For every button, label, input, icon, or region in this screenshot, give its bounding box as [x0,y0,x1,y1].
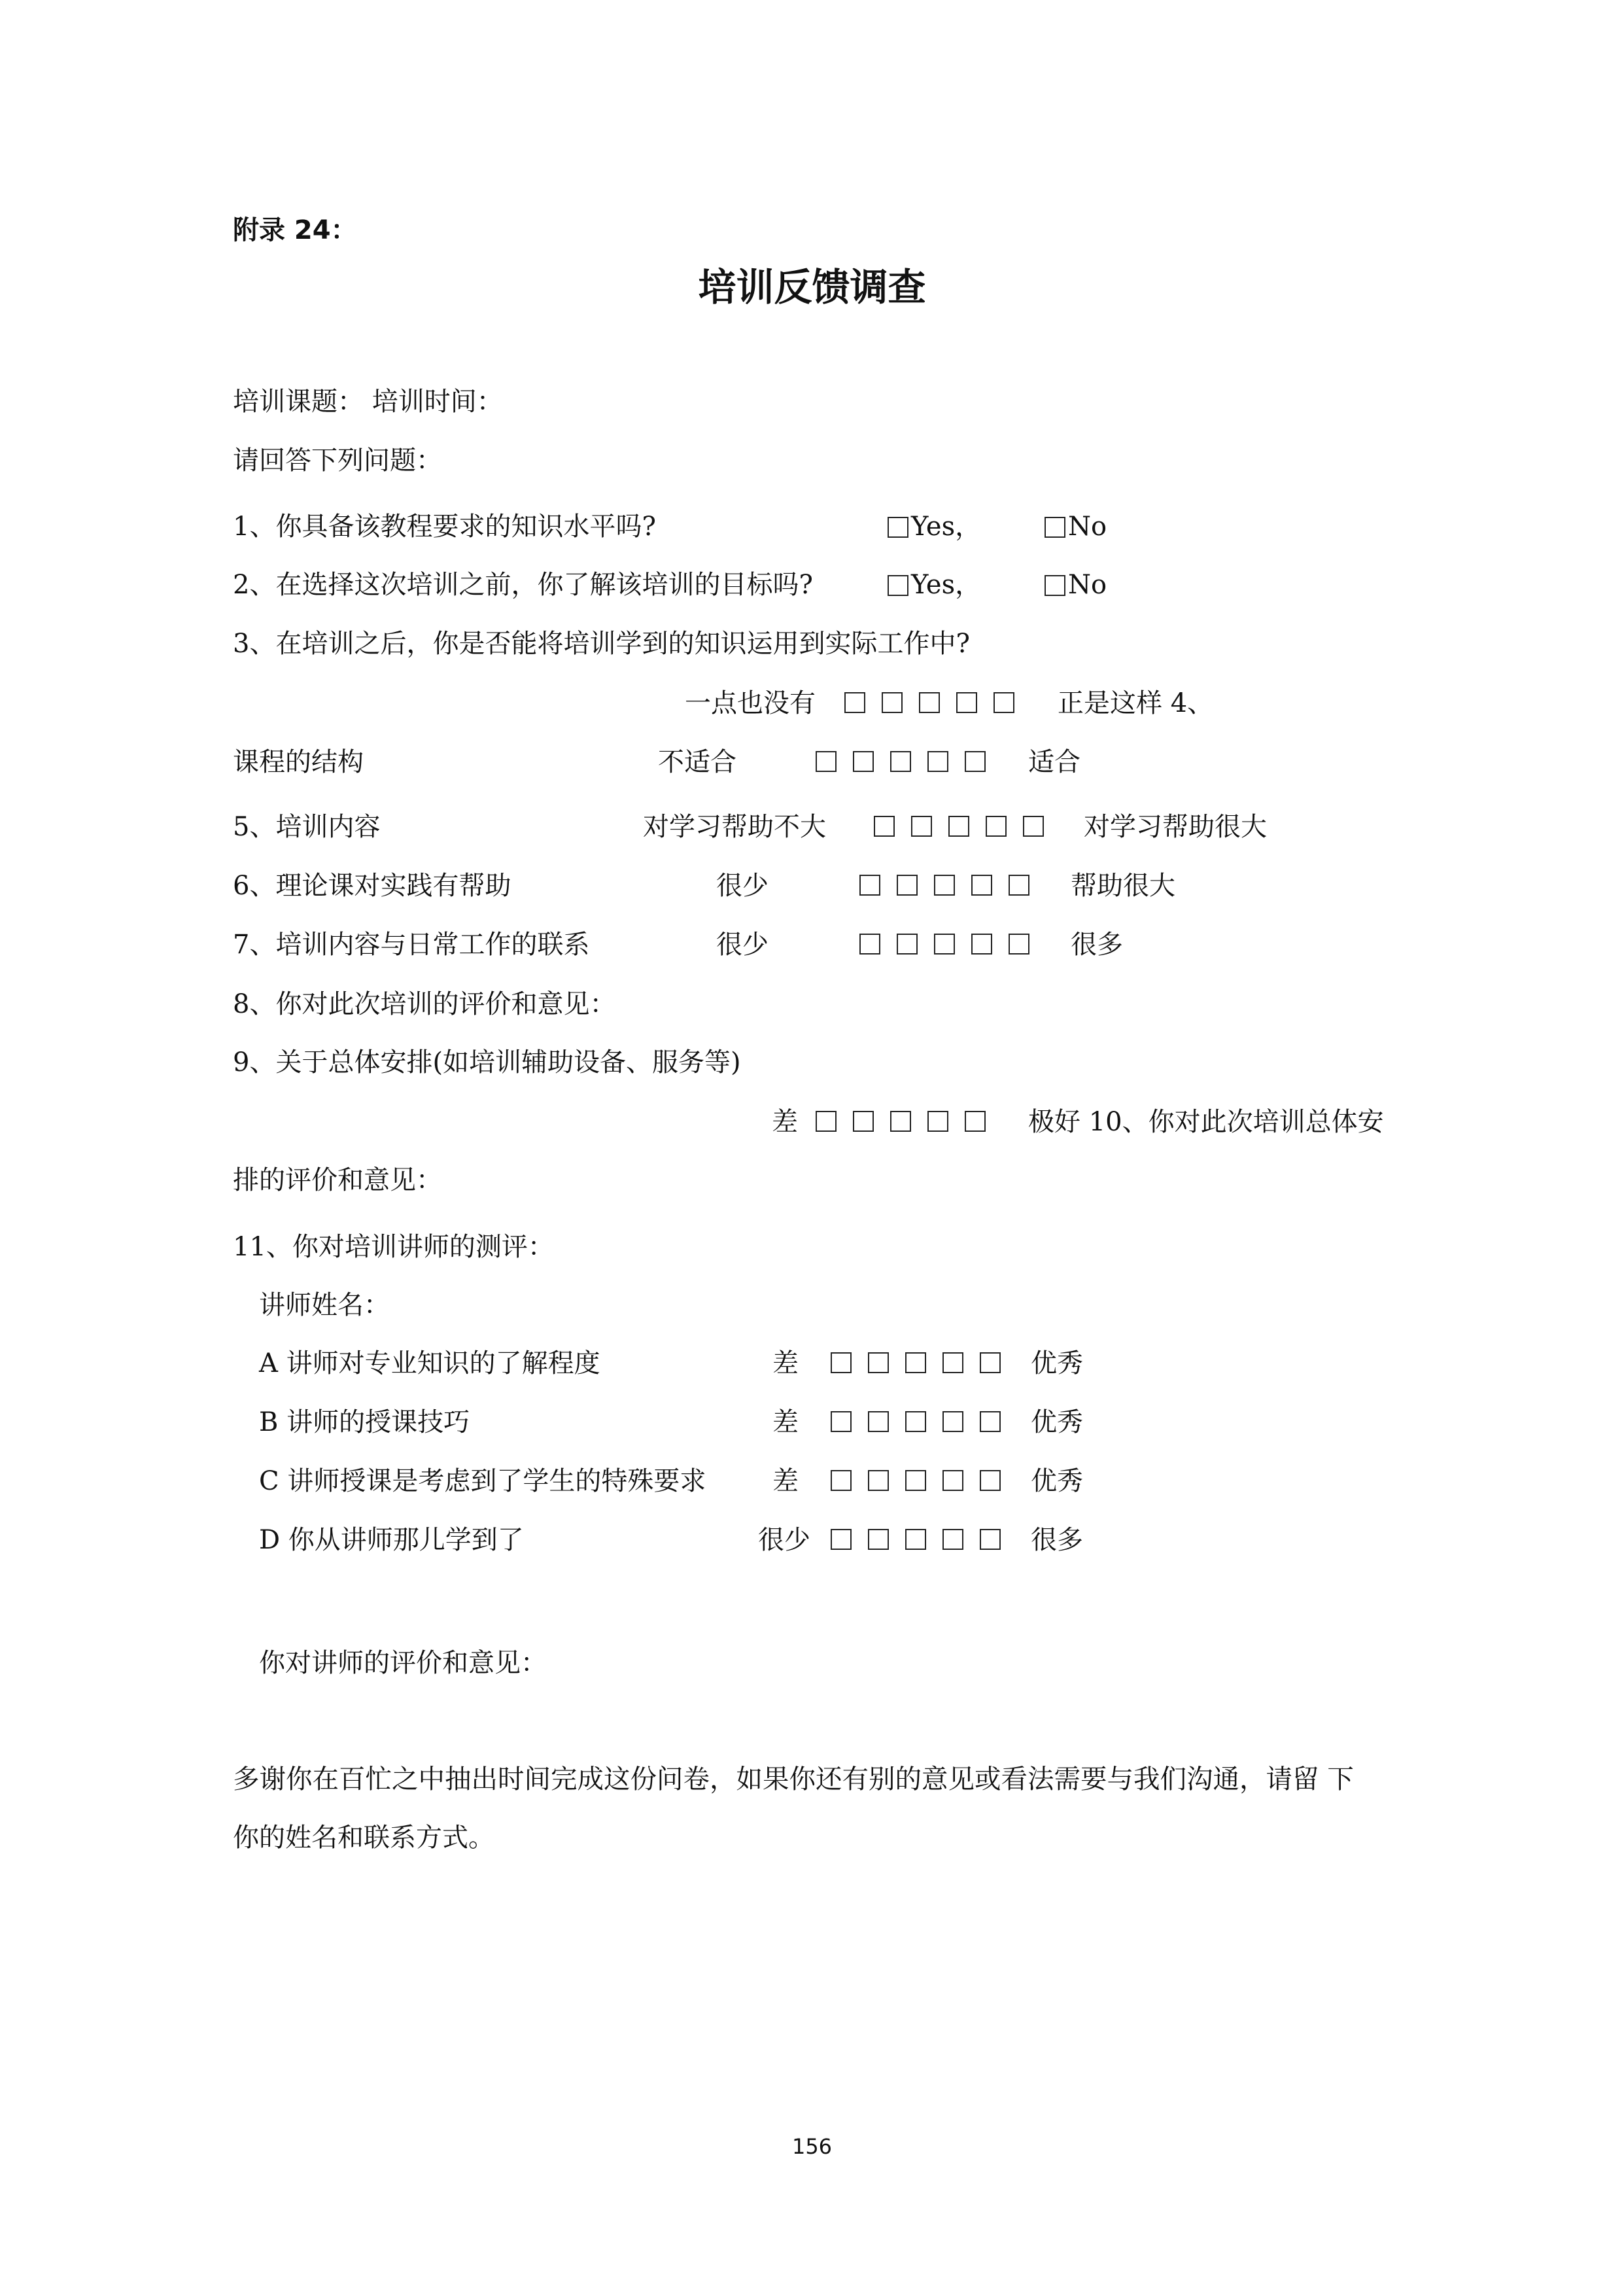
rating-box[interactable] [971,875,992,896]
rating-box[interactable] [993,692,1014,713]
q11-item-label: D 你从讲师那儿学到了 [259,1525,524,1555]
q1-yes-option[interactable] [888,512,981,541]
rating-box[interactable] [980,1352,1001,1373]
q7-scale-high: 很多 [1071,930,1123,960]
q3-scale-high: 正是这样 4、 [1058,688,1214,718]
q11-item-label: C 讲师授课是考虑到了学生的特殊要求 [259,1466,706,1496]
q11-item-low: 差 [772,1466,799,1496]
rating-box[interactable] [831,1470,852,1491]
instructor-comment-label: 你对讲师的评价和意见： [259,1648,547,1678]
q7-rating-scale[interactable] [859,934,1029,955]
page-number: 156 [791,2134,833,2159]
rating-box[interactable] [905,1352,926,1373]
q6-scale-low: 很少 [716,871,769,901]
rating-box[interactable] [816,1111,837,1132]
q1-no-option[interactable] [1045,512,1107,541]
q5-rating-scale[interactable] [874,816,1044,837]
question-4: 课程的结构 [233,747,364,777]
q7-scale-low: 很少 [716,930,769,960]
q11-item-high: 优秀 [1031,1348,1083,1378]
q11-c-rating-scale[interactable] [831,1470,1001,1491]
rating-box[interactable] [919,692,940,713]
q4-rating-scale[interactable] [816,751,986,772]
q2-no-checkbox[interactable] [1045,575,1065,596]
rating-box[interactable] [911,816,932,837]
rating-box[interactable] [980,1411,1001,1432]
q6-scale-high: 帮助很大 [1071,871,1175,901]
rating-box[interactable] [1009,934,1029,955]
rating-box[interactable] [905,1411,926,1432]
rating-box[interactable] [890,751,911,772]
rating-box[interactable] [942,1352,963,1373]
question-1: 1、你具备该教程要求的知识水平吗? [233,512,656,542]
rating-box[interactable] [905,1529,926,1550]
rating-box[interactable] [956,692,977,713]
rating-box[interactable] [831,1411,852,1432]
q2-no-option[interactable] [1045,570,1107,599]
rating-box[interactable] [980,1529,1001,1550]
question-7: 7、培训内容与日常工作的联系 [233,930,590,960]
q11-item-low: 很少 [758,1525,810,1555]
course-line: 培训课题： 培训时间： [233,387,503,417]
q11-item-high: 优秀 [1031,1466,1083,1496]
question-9: 9、关于总体安排(如培训辅助设备、服务等) [233,1047,741,1077]
q6-rating-scale[interactable] [859,875,1029,896]
question-10-continued: 排的评价和意见： [233,1165,442,1195]
rating-box[interactable] [942,1411,963,1432]
rating-box[interactable] [868,1411,889,1432]
q11-item-label: B 讲师的授课技巧 [259,1407,470,1437]
rating-box[interactable] [868,1529,889,1550]
q9-scale-high: 极好 10、你对此次培训总体安 [1028,1107,1384,1137]
rating-box[interactable] [980,1470,1001,1491]
q2-no-label: No [1068,570,1107,600]
q1-no-label: No [1068,512,1107,542]
q3-scale-low: 一点也没有 [685,688,816,718]
rating-box[interactable] [831,1352,852,1373]
rating-box[interactable] [868,1470,889,1491]
question-8: 8、你对此次培训的评价和意见： [233,989,616,1019]
q5-scale-low: 对学习帮助不大 [643,812,826,842]
rating-box[interactable] [853,1111,874,1132]
q9-scale-low: 差 [772,1107,798,1137]
rating-box[interactable] [905,1470,926,1491]
rating-box[interactable] [971,934,992,955]
page-title: 培训反馈调查 [698,265,926,309]
q3-rating-scale[interactable] [844,692,1014,713]
q4-scale-high: 适合 [1028,747,1080,777]
question-5: 5、培训内容 [233,812,381,842]
rating-box[interactable] [882,692,903,713]
rating-box[interactable] [934,934,955,955]
rating-box[interactable] [831,1529,852,1550]
rating-box[interactable] [1023,816,1044,837]
instructor-name-label: 讲师姓名： [259,1290,390,1320]
rating-box[interactable] [948,816,969,837]
rating-box[interactable] [965,751,986,772]
q9-rating-scale[interactable] [816,1111,986,1132]
rating-box[interactable] [942,1529,963,1550]
closing-line-2: 你的姓名和联系方式。 [233,1823,494,1853]
question-11: 11、你对培训讲师的测评： [233,1232,554,1262]
q11-item-low: 差 [772,1407,799,1437]
question-3: 3、在培训之后，你是否能将培训学到的知识运用到实际工作中? [233,629,970,659]
q11-d-rating-scale[interactable] [831,1529,1001,1550]
q11-item-high: 优秀 [1031,1407,1083,1437]
rating-box[interactable] [816,751,837,772]
rating-box[interactable] [897,875,918,896]
q5-scale-high: 对学习帮助很大 [1084,812,1267,842]
rating-box[interactable] [1009,875,1029,896]
rating-box[interactable] [859,875,880,896]
q1-no-checkbox[interactable] [1045,517,1065,538]
q4-scale-low: 不适合 [658,747,736,777]
appendix-label: 附录 24： [233,215,357,245]
rating-box[interactable] [965,1111,986,1132]
rating-box[interactable] [942,1470,963,1491]
q11-b-rating-scale[interactable] [831,1411,1001,1432]
rating-box[interactable] [844,692,865,713]
q2-yes-checkbox[interactable] [888,575,908,596]
rating-box[interactable] [853,751,874,772]
instruction: 请回答下列问题： [233,446,442,476]
question-6: 6、理论课对实践有帮助 [233,871,511,901]
rating-box[interactable] [868,1352,889,1373]
q1-yes-label: Yes， [911,512,982,542]
q1-yes-checkbox[interactable] [888,517,908,538]
rating-box[interactable] [859,934,880,955]
q2-yes-option[interactable] [888,570,981,599]
q11-a-rating-scale[interactable] [831,1352,1001,1373]
rating-box[interactable] [927,751,948,772]
rating-box[interactable] [897,934,918,955]
closing-line-1: 多谢你在百忙之中抽出时间完成这份问卷，如果你还有别的意见或看法需要与我们沟通，请留 下 [233,1763,1354,1795]
q11-item-low: 差 [772,1348,799,1378]
q11-item-label: A 讲师对专业知识的了解程度 [259,1348,600,1378]
q2-yes-label: Yes， [911,570,982,600]
q11-item-high: 很多 [1031,1525,1083,1555]
question-2: 2、在选择这次培训之前，你了解该培训的目标吗? [233,570,813,600]
rating-box[interactable] [934,875,955,896]
rating-box[interactable] [986,816,1007,837]
rating-box[interactable] [890,1111,911,1132]
rating-box[interactable] [927,1111,948,1132]
rating-box[interactable] [874,816,895,837]
